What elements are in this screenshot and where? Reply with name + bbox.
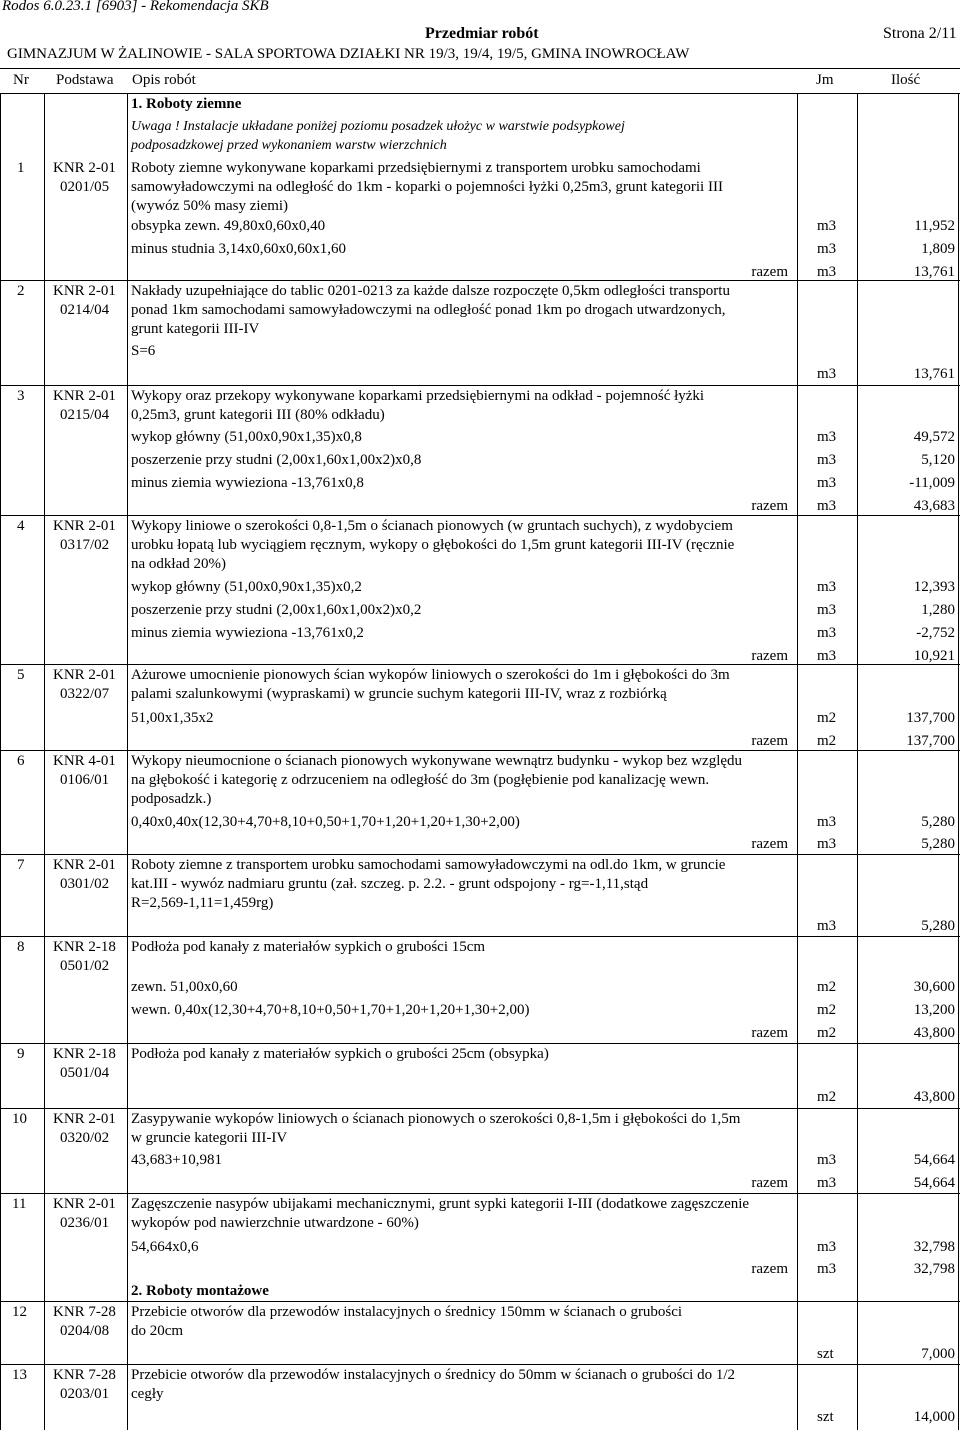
total-label: razem [751,1261,788,1277]
item-description: urobku łopatą lub wyciągiem ręcznym, wykopy o głębokości do 1,5m grunt kategorii III-IV (ręcznie [131,537,735,553]
row-rule [0,1043,960,1044]
item-description: Roboty ziemne wykonywane koparkami przedsiębiernymi z transportem urobku samochodami [131,160,701,176]
quantity: 1,809 [921,241,955,257]
unit: m2 [817,1025,837,1041]
norm-code: KNR 2-01 [53,160,116,176]
note-line: Uwaga ! Instalacje układane poniżej poziomu posadzek ułożyc w warstwie podsypkowej [131,119,625,134]
item-description: Roboty ziemne z transportem urobku samochodami samowyładowczymi na odl.do 1km, w gruncie [131,857,726,873]
header-bottom-rule [0,93,960,94]
calculation-line: 43,683+10,981 [131,1152,222,1168]
item-description: podposadzk.) [131,791,212,807]
calculation-line: S=6 [131,343,156,359]
item-number: 3 [17,388,25,404]
quantity: 12,393 [913,579,955,595]
quantity: 5,280 [921,814,955,830]
item-number: 10 [12,1111,27,1127]
row-rule [0,385,960,386]
col-nr: Nr [13,72,29,88]
section-heading: 1. Roboty ziemne [131,96,242,112]
norm-code: KNR 2-01 [53,518,116,534]
page-number: Strona 2/11 [883,25,957,42]
norm-table: 0215/04 [60,407,110,423]
item-number: 5 [17,667,25,683]
item-description: Wykopy nieumocnione o ścianach pionowych wykonywane wewnątrz budynku - wykop bez względu [131,753,743,769]
norm-table: 0301/02 [60,876,110,892]
item-number: 1 [17,160,25,176]
norm-table: 0203/01 [60,1386,110,1402]
total-label: razem [751,733,788,749]
item-description: samowyładowczymi na odległość do 1km - koparki o pojemności łyżki 0,25m3, grunt kategorii III [131,179,723,195]
unit: m2 [817,1002,837,1018]
item-description: Wykopy liniowe o szerokości 0,8-1,5m o ścianach pionowych (w gruntach suchych), z wydobyciem [131,518,733,534]
unit: m3 [817,498,837,514]
unit: m3 [817,218,837,234]
quantity: 1,280 [921,602,955,618]
norm-table: 0201/05 [60,179,110,195]
item-description: Ażurowe umocnienie pionowych ścian wykopów liniowych o szerokości do 1m i głębokości do 3m [131,667,730,683]
quantity: 30,600 [913,979,955,995]
unit: szt [817,1346,834,1362]
col-opis: Opis robót [132,72,196,88]
total-label: razem [751,1175,788,1191]
row-rule [0,515,960,516]
unit: m3 [817,602,837,618]
item-description: palami szalunkowymi (wypraskami) w gruncie suchym kategorii III-IV, wraz z rozbiórką [131,686,667,702]
col-podstawa: Podstawa [56,72,114,88]
unit: m3 [817,648,837,664]
document-title: Przedmiar robót [425,25,539,42]
item-number: 8 [17,939,25,955]
item-number: 6 [17,753,25,769]
norm-table: 0317/02 [60,537,110,553]
quantity: 43,683 [913,498,955,514]
quantity: 43,800 [913,1089,955,1105]
unit: m3 [817,366,837,382]
item-number: 7 [17,857,25,873]
grid-line [44,93,45,1430]
quantity: 54,664 [913,1175,955,1191]
item-number: 9 [17,1046,25,1062]
total-label: razem [751,836,788,852]
item-description: 0,25m3, grunt kategorii III (80% odkładu) [131,407,385,423]
norm-table: 0501/04 [60,1065,110,1081]
item-description: Zagęszczenie nasypów ubijakami mechanicznymi, grunt sypki kategorii I-III (dodatkowe zagęszczenie [131,1196,750,1212]
item-description: (wywóz 50% masy ziemi) [131,198,289,214]
quantity: -11,009 [909,475,955,491]
row-rule [0,750,960,751]
row-rule [0,1301,960,1302]
unit: m3 [817,452,837,468]
item-description: do 20cm [131,1323,184,1339]
unit: m3 [817,836,837,852]
quantity: 13,761 [913,264,955,280]
unit: m2 [817,710,837,726]
item-number: 2 [17,283,25,299]
unit: m3 [817,264,837,280]
calculation-line: wykop główny (51,00x0,90x1,35)x0,2 [131,579,362,595]
norm-table: 0204/08 [60,1323,110,1339]
grid-line [857,93,858,1430]
item-description: w gruncie kategorii III-IV [131,1130,288,1146]
col-jm: Jm [816,72,834,88]
unit: m3 [817,241,837,257]
quantity: 137,700 [906,733,955,749]
header-top-rule [0,68,960,69]
unit: m3 [817,475,837,491]
norm-table: 0106/01 [60,772,110,788]
item-description: Wykopy oraz przekopy wykonywane koparkami przedsiębiernymi na odkład - pojemność łyżki [131,388,705,404]
item-description: R=2,569-1,11=1,459rg) [131,895,274,911]
quantity: 7,000 [921,1346,955,1362]
app-line: Rodos 6.0.23.1 [6903] - Rekomendacja SKB [2,0,269,14]
quantity: 137,700 [906,710,955,726]
total-label: razem [751,648,788,664]
calculation-line: wewn. 0,40x(12,30+4,70+8,10+0,50+1,70+1,20+1,20+1,30+2,00) [131,1002,530,1018]
norm-code: KNR 2-18 [53,939,116,955]
section-heading: 2. Roboty montażowe [131,1283,269,1299]
total-label: razem [751,1025,788,1041]
grid-line [0,93,1,1430]
calculation-line: obsypka zewn. 49,80x0,60x0,40 [131,218,326,234]
norm-code: KNR 2-01 [53,667,116,683]
norm-code: KNR 2-01 [53,283,116,299]
quantity: 13,761 [913,366,955,382]
item-description: wykopów pod nawierzchnie utwardzone - 60%) [131,1215,419,1231]
unit: szt [817,1409,834,1425]
calculation-line: poszerzenie przy studni (2,00x1,60x1,00x2)x0,8 [131,452,422,468]
unit: m3 [817,429,837,445]
row-rule [0,936,960,937]
item-description: na odkład 20%) [131,556,226,572]
calculation-line: poszerzenie przy studni (2,00x1,60x1,00x2)x0,2 [131,602,422,618]
unit: m3 [817,1261,837,1277]
grid-line [958,93,959,1430]
quantity: 11,952 [914,218,955,234]
norm-code: KNR 2-01 [53,1111,116,1127]
norm-code: KNR 2-01 [53,1196,116,1212]
total-label: razem [751,498,788,514]
grid-line [797,93,798,1430]
calculation-line: minus studnia 3,14x0,60x0,60x1,60 [131,241,347,257]
unit: m3 [817,918,837,934]
item-description: na głębokość i kategorię z odrzuceniem na odległość do 3m (pogłębienie pod kanalizację wewn. [131,772,710,788]
norm-code: KNR 2-01 [53,857,116,873]
calculation-line: wykop główny (51,00x0,90x1,35)x0,8 [131,429,362,445]
quantity: 49,572 [913,429,955,445]
quantity: 5,280 [921,836,955,852]
norm-code: KNR 2-01 [53,388,116,404]
item-description: Podłoża pod kanały z materiałów sypkich o grubości 25cm (obsypka) [131,1046,549,1062]
item-description: grunt kategorii III-IV [131,321,260,337]
unit: m2 [817,1089,837,1105]
quantity: 43,800 [913,1025,955,1041]
unit: m3 [817,1152,837,1168]
item-description: Podłoża pod kanały z materiałów sypkich o grubości 15cm [131,939,486,955]
quantity: 32,798 [913,1239,955,1255]
item-description: ponad 1km samochodami samowyładowczymi na odległość ponad 1km po drogach utwardzonych, [131,302,726,318]
calculation-line: minus ziemia wywieziona -13,761x0,2 [131,625,364,641]
item-description: Nakłady uzupełniające do tablic 0201-0213 za każde dalsze rozpoczęte 0,5km odległości transportu [131,283,730,299]
item-description: Przebicie otworów dla przewodów instalacyjnych o średnicy 150mm w ścianach o grubości [131,1304,683,1320]
norm-code: KNR 7-28 [53,1304,116,1320]
row-rule [0,280,960,281]
norm-table: 0236/01 [60,1215,110,1231]
item-description: Zasypywanie wykopów liniowych o ścianach pionowych o szerokości 0,8-1,5m i głębokości do 1,5m [131,1111,741,1127]
norm-code: KNR 7-28 [53,1367,116,1383]
project-title: GIMNAZJUM W ŻALINOWIE - SALA SPORTOWA DZIAŁKI NR 19/3, 19/4, 19/5, GMINA INOWROCŁAW [7,46,690,62]
norm-table: 0322/07 [60,686,110,702]
calculation-line: 54,664x0,6 [131,1239,199,1255]
row-rule [0,1108,960,1109]
item-number: 13 [12,1367,27,1383]
row-rule [0,1364,960,1365]
calculation-line: 0,40x0,40x(12,30+4,70+8,10+0,50+1,70+1,20+1,20+1,30+2,00) [131,814,520,830]
calculation-line: 51,00x1,35x2 [131,710,214,726]
item-description: Przebicie otworów dla przewodów instalacyjnych o średnicy do 50mm w ścianach o grubości do 1/2 [131,1367,736,1383]
col-ilosc: Ilość [891,72,921,88]
calculation-line: minus ziemia wywieziona -13,761x0,8 [131,475,364,491]
item-number: 11 [12,1196,27,1212]
quantity: -2,752 [916,625,955,641]
quantity: 14,000 [913,1409,955,1425]
quantity: 32,798 [913,1261,955,1277]
grid-line [127,93,128,1430]
unit: m3 [817,1239,837,1255]
quantity: 5,280 [921,918,955,934]
item-description: cegły [131,1386,164,1402]
item-number: 12 [12,1304,27,1320]
row-rule [0,854,960,855]
quantity: 54,664 [913,1152,955,1168]
unit: m3 [817,625,837,641]
total-label: razem [751,264,788,280]
unit: m3 [817,579,837,595]
item-number: 4 [17,518,25,534]
item-description: kat.III - wywóz nadmiaru gruntu (zał. szczeg. p. 2.2. - grunt odspojony - rg=-1,11,stąd [131,876,649,892]
unit: m2 [817,979,837,995]
row-rule [0,1193,960,1194]
norm-table: 0214/04 [60,302,110,318]
quantity: 13,200 [913,1002,955,1018]
unit: m3 [817,1175,837,1191]
norm-table: 0501/02 [60,958,110,974]
row-rule [0,664,960,665]
quantity: 5,120 [921,452,955,468]
unit: m3 [817,814,837,830]
norm-code: KNR 2-18 [53,1046,116,1062]
norm-code: KNR 4-01 [53,753,116,769]
norm-table: 0320/02 [60,1130,110,1146]
unit: m2 [817,733,837,749]
quantity: 10,921 [913,648,955,664]
note-line: podposadzkowej przed wykonaniem warstw wierzchnich [131,138,447,153]
calculation-line: zewn. 51,00x0,60 [131,979,238,995]
